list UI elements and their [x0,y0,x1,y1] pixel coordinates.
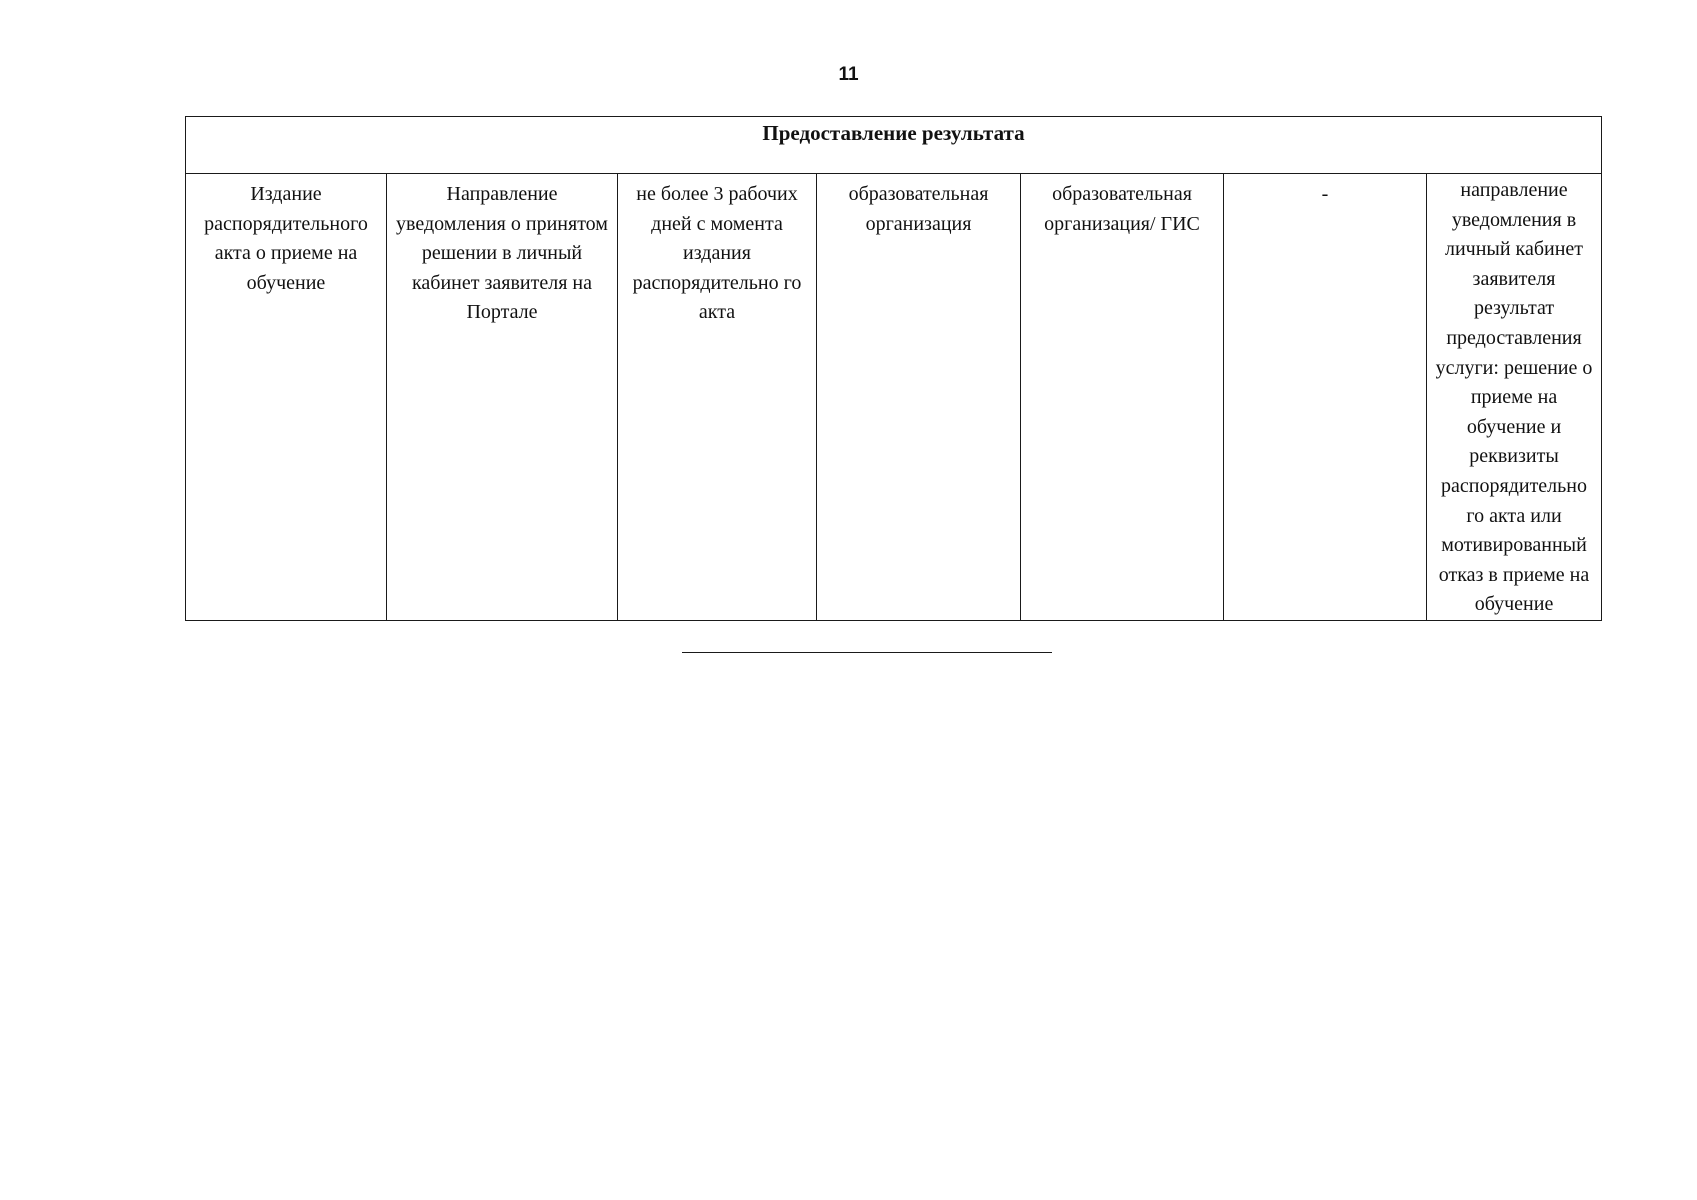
end-divider [682,652,1052,653]
cell-place: образовательная организация/ ГИС [1021,174,1224,621]
cell-term: не более 3 рабочих дней с момента издания распорядительно го акта [618,174,817,621]
cell-procedure: Направление уведомления о принятом решении в личный кабинет заявителя на Портале [387,174,618,621]
cell-result: направление уведомления в личный кабинет заявителя результат предоставления услуги: решение о приеме на обучение и реквизиты распорядительно го акта или мотивированный отказ в приеме на обучение [1427,174,1602,621]
section-title: Предоставление результата [186,117,1602,174]
result-table [185,116,1602,621]
page-number: 11 [838,64,859,85]
cell-responsible: образовательная организация [817,174,1021,621]
cell-action: Издание распорядительного акта о приеме на обучение [186,174,387,621]
section-header-row [186,117,1602,174]
table-row [186,174,1602,621]
cell-criteria: - [1224,174,1427,621]
